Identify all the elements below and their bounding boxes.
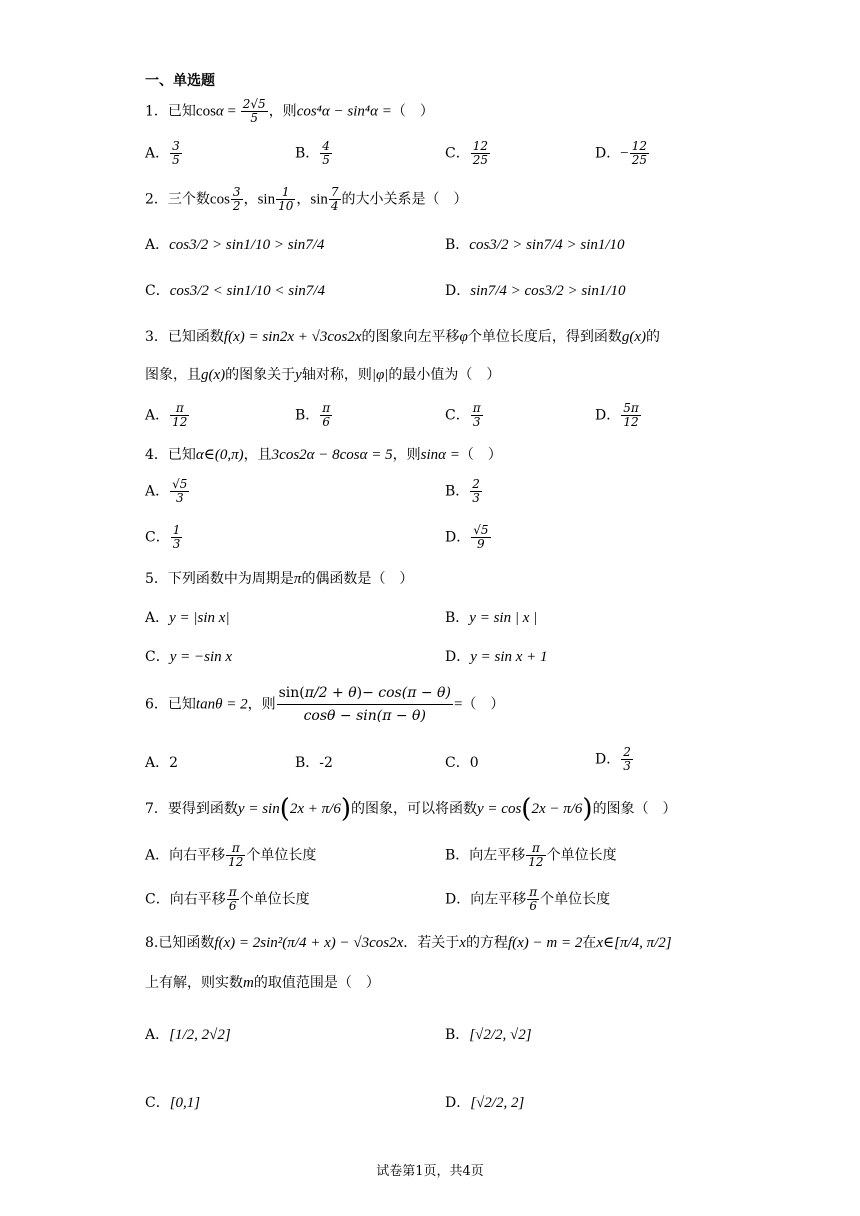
q7-f2-inner: 2x − π/6	[531, 801, 583, 817]
option-label: D．	[445, 283, 471, 299]
q2-option-d[interactable]	[445, 280, 626, 302]
q8-mid: ．若关于	[403, 935, 460, 951]
q4-cond2: 3cos2α − 8cosα = 5	[271, 447, 393, 463]
frac-num: √5	[473, 523, 489, 537]
q7-option-c[interactable]	[145, 886, 310, 913]
q6-mid: ，则	[247, 696, 276, 713]
q3-option-d[interactable]	[595, 402, 642, 429]
option-expr: sin7/4 > cos3/2 > sin1/10	[470, 283, 626, 299]
q3-gx: g(x)	[621, 329, 646, 345]
q8-range: x∈[π/4, π/2]	[596, 935, 672, 951]
frac-den: 12	[623, 415, 639, 429]
question-1	[145, 98, 434, 125]
question-8-line-2	[145, 972, 380, 994]
option-text: 2	[169, 755, 179, 771]
q8-eqn: f(x) − m = 2	[507, 935, 583, 951]
frac-num: π	[226, 842, 245, 856]
frac-den: 5	[172, 153, 180, 167]
option-frac	[621, 746, 633, 773]
option-label: D．	[445, 529, 471, 546]
q7-f2: y = cos	[477, 801, 522, 817]
q4-option-b[interactable]	[445, 478, 483, 505]
q1-option-c[interactable]	[445, 140, 491, 167]
frac-den: 3	[172, 537, 181, 551]
frac-den: 2	[232, 199, 241, 213]
option-text-b: 个单位长度	[246, 847, 317, 864]
frac-den: 12	[172, 415, 188, 429]
section-title: 一、单选题	[145, 73, 215, 89]
q8-option-a[interactable]	[145, 1024, 231, 1046]
q2-option-a[interactable]	[145, 234, 324, 256]
option-label: D．	[445, 891, 471, 908]
option-expr: [√2/2, 2]	[470, 1095, 525, 1111]
option-frac	[471, 140, 490, 167]
option-expr: y = sin x + 1	[470, 649, 548, 665]
option-label: B．	[295, 755, 320, 771]
option-label: B．	[445, 610, 470, 626]
q2-option-b[interactable]	[445, 234, 625, 256]
question-8-line-1	[145, 932, 672, 954]
q4-cond1: α∈(0,π)	[195, 447, 244, 463]
option-frac	[470, 478, 482, 505]
q6-eq: =	[453, 696, 463, 713]
q2-post: 的大小关系是	[341, 191, 426, 208]
frac-den: 5	[322, 153, 330, 167]
option-label: A．	[145, 237, 170, 253]
q4-paren: （ ）	[459, 447, 502, 463]
q6-cond: tanθ = 2	[195, 696, 248, 713]
option-text: 0	[469, 755, 479, 771]
option-expr: [1/2, 2√2]	[169, 1027, 231, 1043]
q4-pre: 已知	[167, 447, 196, 463]
q1-mid: ，则	[268, 103, 297, 120]
q3-option-b[interactable]	[295, 402, 333, 429]
option-label: C．	[145, 1095, 170, 1111]
q3-gx: g(x)	[201, 367, 226, 383]
frac-den: 10	[278, 199, 294, 213]
q3-l2-post: 的最小值为	[388, 367, 459, 383]
frac-num: π	[228, 885, 237, 899]
q3-post: 个单位长度后，得到函数	[467, 329, 622, 345]
option-expr: [0,1]	[169, 1095, 201, 1111]
frac-num: 4	[322, 139, 330, 153]
q8-line2: 上有解，则实数	[145, 975, 243, 991]
q1-number: 1．	[145, 103, 168, 120]
q3-absphi: |φ|	[371, 367, 389, 383]
q2-sep: ，	[296, 191, 311, 208]
q7-pre: 要得到函数	[167, 801, 238, 817]
frac-den: 3	[623, 759, 631, 773]
q5-number: 5．	[145, 571, 168, 587]
option-label: C．	[145, 283, 170, 299]
option-text-b: 个单位长度	[239, 891, 310, 908]
q3-paren: （ ）	[458, 367, 501, 383]
q7-option-b[interactable]	[445, 842, 617, 869]
frac-den: 4	[330, 199, 339, 213]
q6-numerator: sin(π/2 + θ)− cos(π − θ)	[277, 682, 453, 705]
option-frac	[621, 402, 641, 429]
q8-paren: （ ）	[337, 975, 380, 991]
q1-option-d[interactable]	[595, 140, 650, 167]
q8-option-d[interactable]	[445, 1092, 524, 1114]
q6-sin: sin	[278, 685, 300, 701]
option-expr: y = −sin x	[169, 649, 233, 665]
option-label: B．	[445, 483, 470, 500]
q8-pre: 已知函数	[158, 935, 215, 951]
q4-number: 4．	[145, 447, 168, 463]
question-5	[145, 568, 413, 590]
option-expr: [√2/2, √2]	[469, 1027, 532, 1043]
q6-inner: π/2 + θ	[304, 685, 357, 701]
q3-phi: φ	[459, 329, 468, 345]
q2-sep: ，	[243, 191, 258, 208]
question-6	[145, 682, 504, 727]
q4-mid2: ，则	[392, 447, 421, 463]
option-frac	[471, 402, 483, 429]
q8-m: m	[243, 975, 254, 991]
q2-frac-3	[329, 186, 341, 213]
q8-option-b[interactable]	[445, 1024, 532, 1046]
q2-option-c[interactable]	[145, 280, 325, 302]
q5-paren: （ ）	[371, 571, 414, 587]
option-label: B．	[445, 237, 470, 253]
option-label: B．	[295, 407, 320, 424]
option-sign: −	[620, 145, 629, 162]
frac-num: π	[472, 401, 481, 415]
option-expr: cos3/2 < sin1/10 < sin7/4	[169, 283, 325, 299]
page-footer: 试卷第1页，共4页	[376, 1164, 484, 1179]
q7-f1: y = sin	[237, 801, 280, 817]
q6-numer-rest: − cos(π − θ)	[362, 685, 451, 701]
q7-paren: （ ）	[634, 801, 677, 817]
q8-fx: f(x) = 2sin²(π/4 + x) − √3cos2x	[214, 935, 404, 951]
option-label: C．	[145, 649, 170, 665]
option-label: B．	[295, 145, 320, 162]
option-frac	[170, 402, 189, 429]
frac-den: 12	[228, 855, 244, 869]
option-text-a: 向右平移	[169, 847, 226, 864]
q7-post: 的图象	[592, 801, 635, 817]
frac-num: 7	[330, 185, 339, 199]
q5-pi: π	[293, 571, 302, 587]
option-frac	[630, 140, 649, 167]
option-label: A．	[145, 1027, 170, 1043]
option-label: D．	[595, 751, 621, 768]
frac-num: 2	[623, 745, 631, 759]
option-label: A．	[145, 610, 170, 626]
q7-option-d[interactable]	[445, 886, 610, 913]
q7-mid: 的图象，可以将函数	[351, 801, 477, 817]
option-label: C．	[145, 529, 170, 546]
q1-frac-num: 2√5	[242, 97, 266, 111]
q6-option-b[interactable]	[295, 752, 333, 774]
frac-num: π	[526, 842, 545, 856]
q6-big-fraction	[277, 682, 453, 727]
q4-mid: ，且	[243, 447, 272, 463]
option-expr: y = |sin x|	[169, 610, 230, 626]
option-frac	[171, 524, 183, 551]
frac-den: 6	[529, 899, 537, 913]
q1-eq: =	[223, 103, 240, 120]
q1-cos: cos	[195, 103, 216, 120]
option-frac	[170, 478, 189, 505]
frac-num: 2	[472, 477, 480, 491]
q3-l2-mid: 的图象关于	[225, 367, 296, 383]
q8-mid3: 在	[582, 935, 597, 951]
frac-num: π	[322, 401, 331, 415]
q4-option-d[interactable]	[445, 524, 492, 551]
q6-option-a[interactable]	[145, 752, 178, 774]
q2-frac-1	[231, 186, 243, 213]
frac-den: 9	[477, 537, 485, 551]
q6-option-c[interactable]	[445, 752, 479, 774]
option-text-b: 个单位长度	[546, 847, 617, 864]
frac-num: 3	[232, 185, 241, 199]
frac-num: π	[170, 402, 189, 416]
option-label: B．	[445, 1027, 470, 1043]
q1-expr: cos⁴α − sin⁴α =	[296, 103, 392, 120]
option-frac	[526, 842, 545, 869]
q2-pre: 三个数	[167, 191, 210, 208]
option-label: D．	[595, 407, 621, 424]
option-label: C．	[145, 891, 170, 908]
q1-alpha: α	[215, 103, 224, 120]
option-text-a: 向左平移	[469, 847, 526, 864]
q8-option-c[interactable]	[145, 1092, 200, 1114]
question-2	[145, 186, 468, 213]
option-label: B．	[445, 847, 470, 864]
q4-option-a[interactable]	[145, 478, 190, 505]
q8-number: 8.	[145, 935, 159, 951]
q1-option-b[interactable]	[295, 140, 333, 167]
q3-l2-pre: 图象，且	[145, 367, 201, 383]
q3-option-a[interactable]	[145, 402, 190, 429]
q1-frac-den: 5	[250, 111, 259, 125]
frac-num: √5	[172, 477, 188, 491]
q5-pre: 下列函数中为周期是	[167, 571, 294, 587]
option-frac	[471, 524, 490, 551]
option-label: A．	[145, 145, 170, 162]
q2-frac-2	[276, 186, 295, 213]
q3-l2-mid2: 轴对称，则	[301, 367, 372, 383]
q4-ask: sinα =	[420, 447, 460, 463]
option-frac	[227, 886, 239, 913]
option-label: D．	[445, 649, 471, 665]
option-expr: cos3/2 > sin1/10 > sin7/4	[169, 237, 325, 253]
q3-end: 的	[646, 329, 660, 345]
q6-pre: 已知	[167, 696, 196, 713]
frac-den: 25	[631, 153, 647, 167]
question-7: 7．要得到函数y = sin(2x + π/6)的图象，可以将函数y = cos(2x − π/6)的图象（ ）	[145, 794, 677, 824]
q5-option-a[interactable]	[145, 607, 230, 629]
q6-denominator: cosθ − sin(π − θ)	[303, 708, 426, 724]
q1-paren: （ ）	[391, 103, 434, 120]
q7-number: 7．	[145, 801, 168, 817]
frac-den: 25	[472, 153, 488, 167]
q1-pre: 已知	[167, 103, 196, 120]
frac-num: 1	[172, 523, 181, 537]
option-label: A．	[145, 755, 170, 771]
q3-fx: f(x) = sin2x + √3cos2x	[223, 329, 362, 345]
q3-pre: 已知函数	[167, 329, 224, 345]
q6-option-d[interactable]	[595, 746, 634, 773]
q8-mid2: 的方程	[465, 935, 508, 951]
q7-option-a[interactable]	[145, 842, 316, 869]
question-4	[145, 444, 502, 466]
frac-den: 6	[322, 415, 331, 429]
option-label: A．	[145, 407, 170, 424]
frac-den: 3	[472, 415, 481, 429]
frac-num: 1	[276, 186, 295, 200]
option-frac	[527, 886, 539, 913]
frac-den: 6	[228, 899, 237, 913]
q1-fraction	[241, 98, 268, 125]
option-text-a: 向左平移	[470, 891, 527, 908]
frac-den: 12	[528, 855, 544, 869]
option-frac	[320, 140, 332, 167]
q2-sin-1: sin	[257, 191, 276, 208]
option-label: C．	[445, 145, 470, 162]
q8-line2-post: 的取值范围是	[253, 975, 338, 991]
option-frac	[320, 402, 332, 429]
option-label: D．	[445, 1095, 471, 1111]
q8-x: x	[459, 935, 466, 951]
q3-option-c[interactable]	[445, 402, 484, 429]
option-label: A．	[145, 847, 170, 864]
q6-number: 6．	[145, 696, 168, 713]
q5-option-b[interactable]	[445, 607, 537, 629]
frac-den: 3	[175, 491, 184, 505]
q4-option-c[interactable]	[145, 524, 183, 551]
option-frac	[226, 842, 245, 869]
option-expr: y = sin | x |	[469, 610, 538, 626]
option-expr: cos3/2 > sin7/4 > sin1/10	[469, 237, 625, 253]
frac-num: 3	[172, 139, 180, 153]
q2-number: 2．	[145, 191, 168, 208]
q3-number: 3．	[145, 329, 168, 345]
option-label: A．	[145, 483, 170, 500]
option-label: C．	[445, 407, 470, 424]
q3-y: y	[295, 367, 302, 383]
frac-num: 5π	[623, 401, 639, 415]
frac-num: 12	[631, 139, 647, 153]
q1-option-a[interactable]	[145, 140, 183, 167]
q6-paren: （ ）	[462, 696, 505, 713]
option-text: -2	[319, 755, 333, 771]
q2-cos: cos	[209, 191, 230, 208]
frac-den: 3	[472, 491, 480, 505]
option-label: D．	[595, 145, 621, 162]
q5-post: 的偶函数是	[301, 571, 372, 587]
frac-num: 12	[472, 139, 488, 153]
option-frac	[170, 140, 182, 167]
frac-num: π	[529, 885, 538, 899]
option-label: C．	[445, 755, 470, 771]
question-3-line-1	[145, 326, 660, 348]
q3-mid: 的图象向左平移	[361, 329, 460, 345]
q2-paren: （ ）	[425, 191, 468, 208]
option-text-a: 向右平移	[169, 891, 226, 908]
q5-option-d[interactable]	[445, 646, 548, 668]
option-text-b: 个单位长度	[540, 891, 611, 908]
q7-f1-inner: 2x + π/6	[289, 801, 341, 817]
question-3-line-2	[145, 364, 500, 386]
q2-sin-2: sin	[310, 191, 328, 208]
q5-option-c[interactable]	[145, 646, 232, 668]
